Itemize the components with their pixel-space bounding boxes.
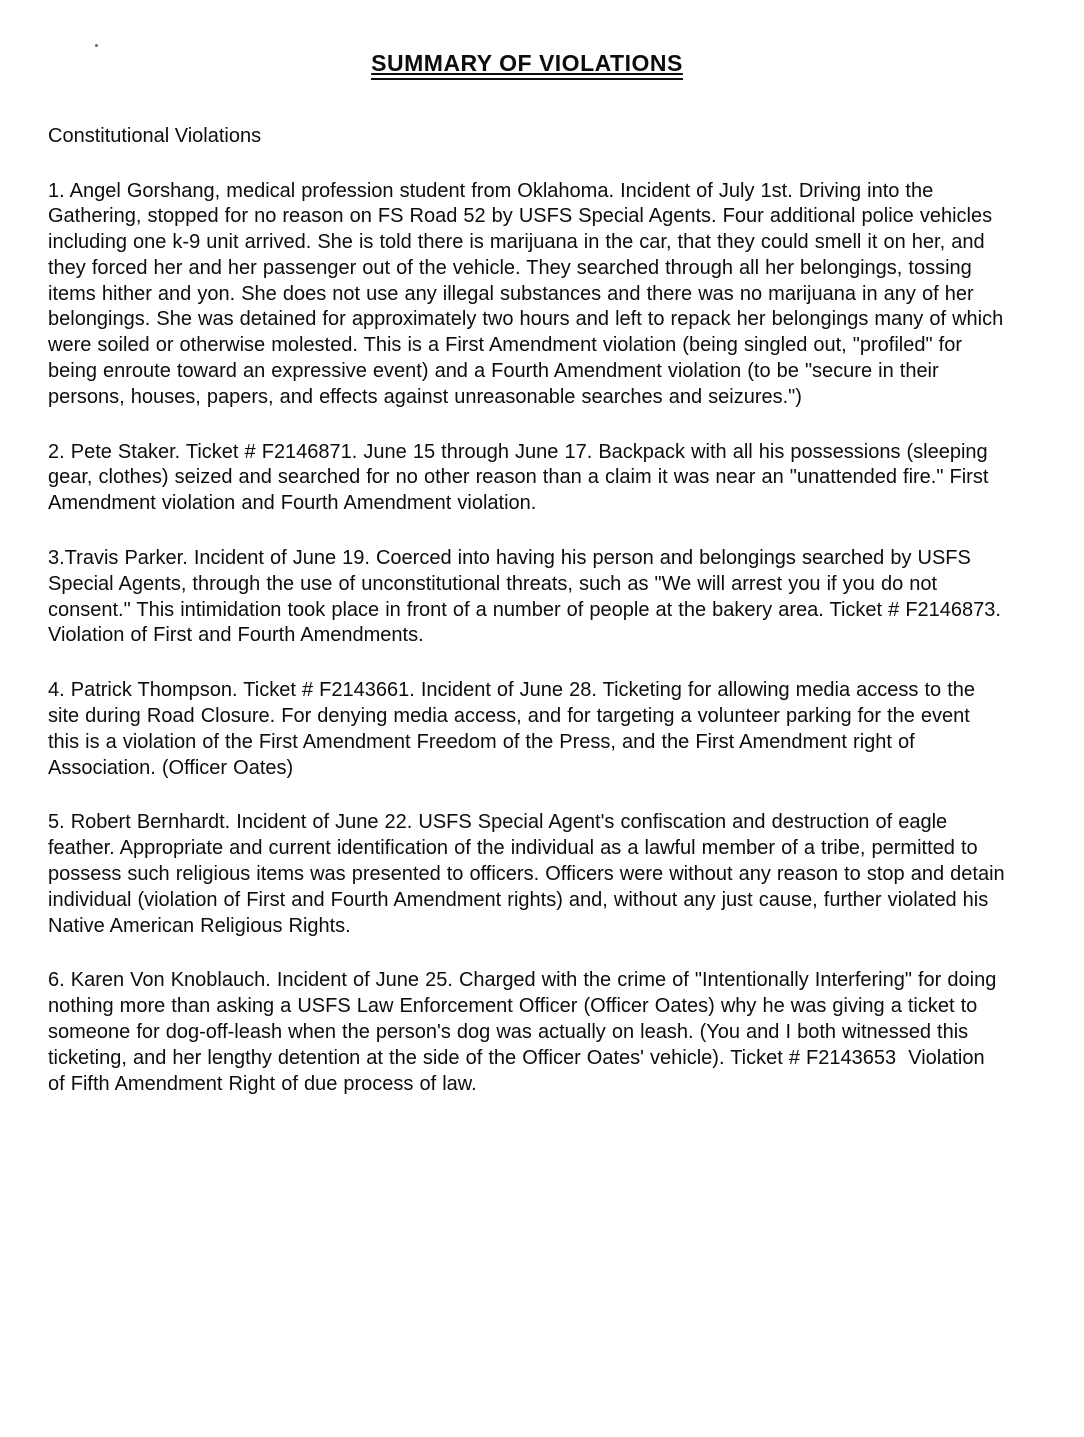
document-title	[48, 50, 1006, 80]
violation-paragraph-2: 2. Pete Staker. Ticket # F2146871. June 15 through June 17. Backpack with all his possessions (sleeping gear, clothes) seized and searched for no other reason than a claim it was near an "unattended fire." First Amendment violation and Fourth Amendment violation.	[48, 440, 994, 515]
document-title-text: SUMMARY OF VIOLATIONS	[371, 50, 683, 80]
violation-paragraph-6: 6. Karen Von Knoblauch. Incident of June 25. Charged with the crime of "Intentionally Interfering" for doing nothing more than asking a USFS Law Enforcement Officer (Officer Oates) why he was giving a ticket to someone for dog-off-leash when the person's dog was actually on leash. (You and I both witnessed this ticketing, and her lengthy detention at the side of the Officer Oates' vehicle). Ticket # F2143653 Violation of Fifth Amendment Right of due process of law.	[48, 969, 1003, 1095]
violation-paragraph-3: 3.Travis Parker. Incident of June 19. Coerced into having his person and belongings searched by USFS Special Agents, through the use of unconstitutional threats, such as "We will arrest you if you do not consent." This intimidation took place in front of a number of people at the bakery area. Ticket # F2146873. Violation of First and Fourth Amendments.	[48, 547, 1008, 647]
section-heading-constitutional-violations: Constitutional Violations	[48, 125, 262, 147]
violation-paragraph-4: 4. Patrick Thompson. Ticket # F2143661. Incident of June 28. Ticketing for allowing media access to the site during Road Closure. For denying media access, and for targeting a volunteer parking for the event this is a violation of the First Amendment Freedom of the Press, and the First Amendment right of Association. (Officer Oates)	[48, 679, 982, 779]
violation-paragraph-1: 1. Angel Gorshang, medical profession student from Oklahoma. Incident of July 1st. Driving into the Gathering, stopped for no reason on FS Road 52 by USFS Special Agents. Four additional police vehicles including one k-9 unit arrived. She is told there is marijuana in the car, that they could smell it on her, and they forced her and her passenger out of the vehicle. They searched through all her belongings, tossing items hither and yon. She does not use any illegal substances and there was no marijuana in any of her belongings. She was detained for approximately two hours and left to repack her belongings many of which were soiled or otherwise molested. This is a First Amendment violation (being singled out, "profiled" for being enroute toward an expressive event) and a Fourth Amendment violation (to be "secure in their persons, houses, papers, and effects against unreasonable searches and seizures.")	[48, 179, 1010, 408]
violation-paragraph-5: 5. Robert Bernhardt. Incident of June 22. USFS Special Agent's confiscation and destruction of eagle feather. Appropriate and current identification of the individual as a lawful member of a tribe, permitted to possess such religious items was presented to officers. Officers were without any reason to stop and detain individual (violation of First and Fourth Amendment rights) and, without any just cause, further violated his Native American Religious Rights.	[48, 811, 1011, 937]
scan-speck	[95, 44, 98, 47]
